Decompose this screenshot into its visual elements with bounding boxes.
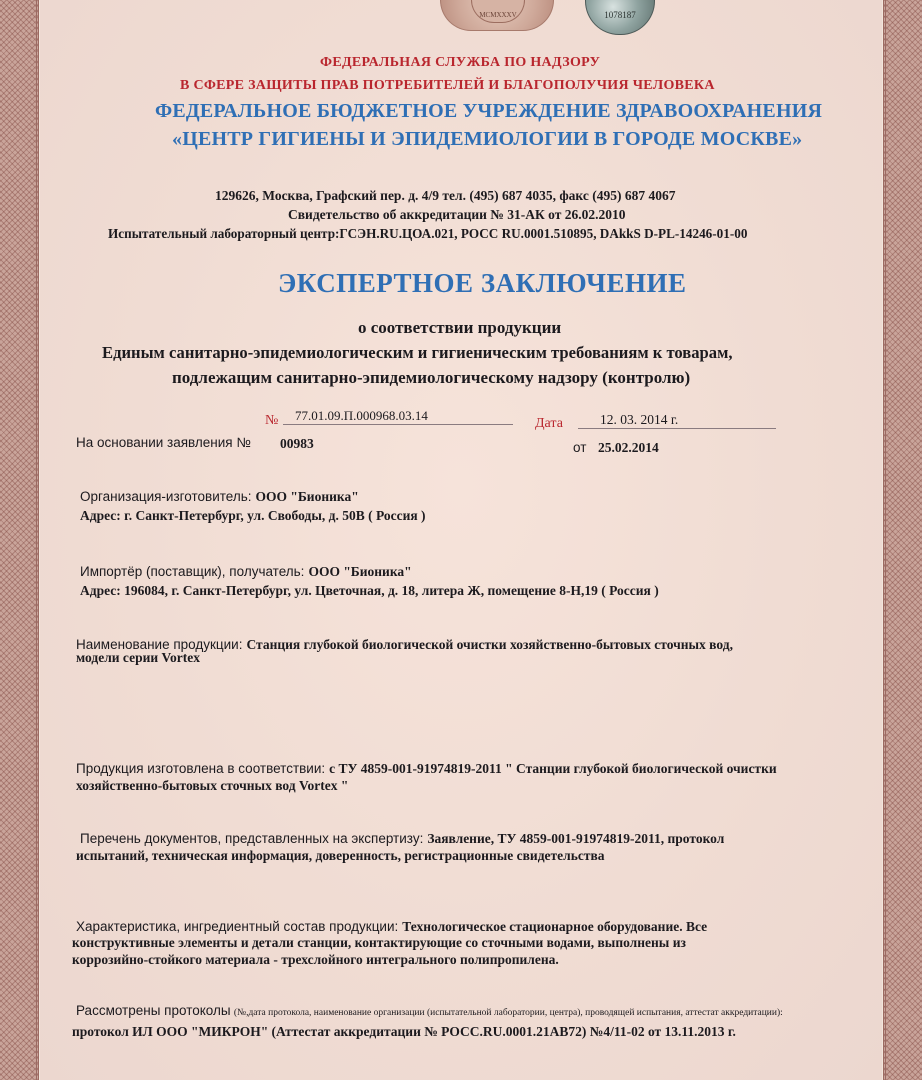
agency-line-2: В СФЕРЕ ЗАЩИТЫ ПРАВ ПОТРЕБИТЕЛЕЙ И БЛАГОПОЛУЧИЯ ЧЕЛОВЕКА bbox=[180, 78, 715, 93]
docs-value-1: Заявление, ТУ 4859-001-91974819-2011, протокол bbox=[427, 831, 725, 846]
made-line bbox=[76, 760, 777, 778]
decorative-border-right bbox=[883, 0, 922, 1080]
char-label: Характеристика, ингредиентный состав продукции: bbox=[76, 919, 399, 934]
institution-line-1: ФЕДЕРАЛЬНОЕ БЮДЖЕТНОЕ УЧРЕЖДЕНИЕ ЗДРАВООХРАНЕНИЯ bbox=[155, 100, 823, 122]
made-value-2: хозяйственно-бытовых сточных вод Vortex " bbox=[76, 778, 349, 793]
importer-value: ООО "Бионика" bbox=[308, 564, 412, 579]
char-line bbox=[76, 918, 707, 936]
docs-label: Перечень документов, представленных на экспертизу: bbox=[80, 831, 424, 846]
char-value-1: Технологическое стационарное оборудование. Все bbox=[402, 919, 708, 934]
protocols-value: протокол ИЛ ООО "МИКРОН" (Аттестат аккредитации № РОСС.RU.0001.21АВ72) №4/11-02 от 13.11.2013 г. bbox=[72, 1024, 736, 1039]
docs-line bbox=[80, 830, 724, 848]
char-value-2: конструктивные элементы и детали станции, контактирующие со сточными водами, выполнены из bbox=[72, 935, 686, 950]
number-label: № bbox=[265, 413, 279, 428]
product-value-1: Станция глубокой биологической очистки хозяйственно-бытовых сточных вод, bbox=[246, 637, 733, 652]
document-title: ЭКСПЕРТНОЕ ЗАКЛЮЧЕНИЕ bbox=[278, 268, 687, 298]
made-label: Продукция изготовлена в соответствии: bbox=[76, 761, 326, 776]
emblem-seal-icon bbox=[440, 0, 554, 31]
product-value-2: модели серии Vortex bbox=[76, 650, 201, 665]
protocols-label: Рассмотрены протоколы bbox=[76, 1003, 231, 1018]
decorative-border-left bbox=[0, 0, 39, 1080]
application-date: 25.02.2014 bbox=[598, 440, 659, 455]
accreditation-line: Свидетельство об аккредитации № 31-АК от 26.02.2010 bbox=[288, 207, 626, 222]
manufacturer-line bbox=[80, 488, 359, 506]
importer-label: Импортёр (поставщик), получатель: bbox=[80, 564, 305, 579]
subtitle-1: о соответствии продукции bbox=[358, 318, 562, 337]
protocols-note: (№,дата протокола, наименование организации (испытательной лаборатории, центра), проводящей испытания, аттестат аккредитации): bbox=[233, 1008, 783, 1018]
product-label: Наименование продукции: bbox=[76, 637, 243, 652]
char-value-3: коррозийно-стойкого материала - трехслойного интегрального полипропилена. bbox=[72, 952, 559, 967]
date-label: Дата bbox=[535, 416, 563, 431]
address-line: 129626, Москва, Графский пер. д. 4/9 тел. (495) 687 4035, факс (495) 687 4067 bbox=[215, 188, 676, 203]
date-value: 12. 03. 2014 г. bbox=[578, 412, 776, 429]
certificate-sheet bbox=[40, 0, 882, 1080]
emblem-inner: MCMXXXV bbox=[471, 0, 525, 23]
subtitle-3: подлежащим санитарно-эпидемиологическому надзору (контролю) bbox=[172, 368, 691, 387]
made-value-1: с ТУ 4859-001-91974819-2011 " Станции глубокой биологической очистки bbox=[329, 761, 777, 776]
docs-value-2: испытаний, техническая информация, доверенность, регистрационные свидетельства bbox=[76, 848, 605, 863]
application-number: 00983 bbox=[280, 436, 314, 451]
importer-line bbox=[80, 563, 412, 581]
application-from-label: от bbox=[573, 440, 587, 455]
importer-address: Адрес: 196084, г. Санкт-Петербург, ул. Цветочная, д. 18, литера Ж, помещение 8-Н,19 ( Россия ) bbox=[80, 583, 659, 598]
manufacturer-label: Организация-изготовитель: bbox=[80, 489, 252, 504]
lab-line: Испытательный лабораторный центр:ГСЭН.RU.ЦОА.021, РОСС RU.0001.510895, DAkkS D-PL-14246-01-00 bbox=[108, 226, 748, 241]
manufacturer-value: ООО "Бионика" bbox=[255, 489, 359, 504]
manufacturer-address: Адрес: г. Санкт-Петербург, ул. Свободы, д. 50В ( Россия ) bbox=[80, 508, 426, 523]
agency-line-1: ФЕДЕРАЛЬНАЯ СЛУЖБА ПО НАДЗОРУ bbox=[320, 55, 601, 70]
number-value: 77.01.09.П.000968.03.14 bbox=[283, 408, 513, 425]
application-label: На основании заявления № bbox=[76, 435, 251, 450]
institution-line-2: «ЦЕНТР ГИГИЕНЫ И ЭПИДЕМИОЛОГИИ В ГОРОДЕ МОСКВЕ» bbox=[172, 128, 803, 150]
hologram-sticker-icon: 1078187 bbox=[585, 0, 655, 35]
subtitle-2: Единым санитарно-эпидемиологическим и гигиеническим требованиям к товарам, bbox=[102, 343, 733, 362]
protocols-line bbox=[76, 1003, 783, 1019]
